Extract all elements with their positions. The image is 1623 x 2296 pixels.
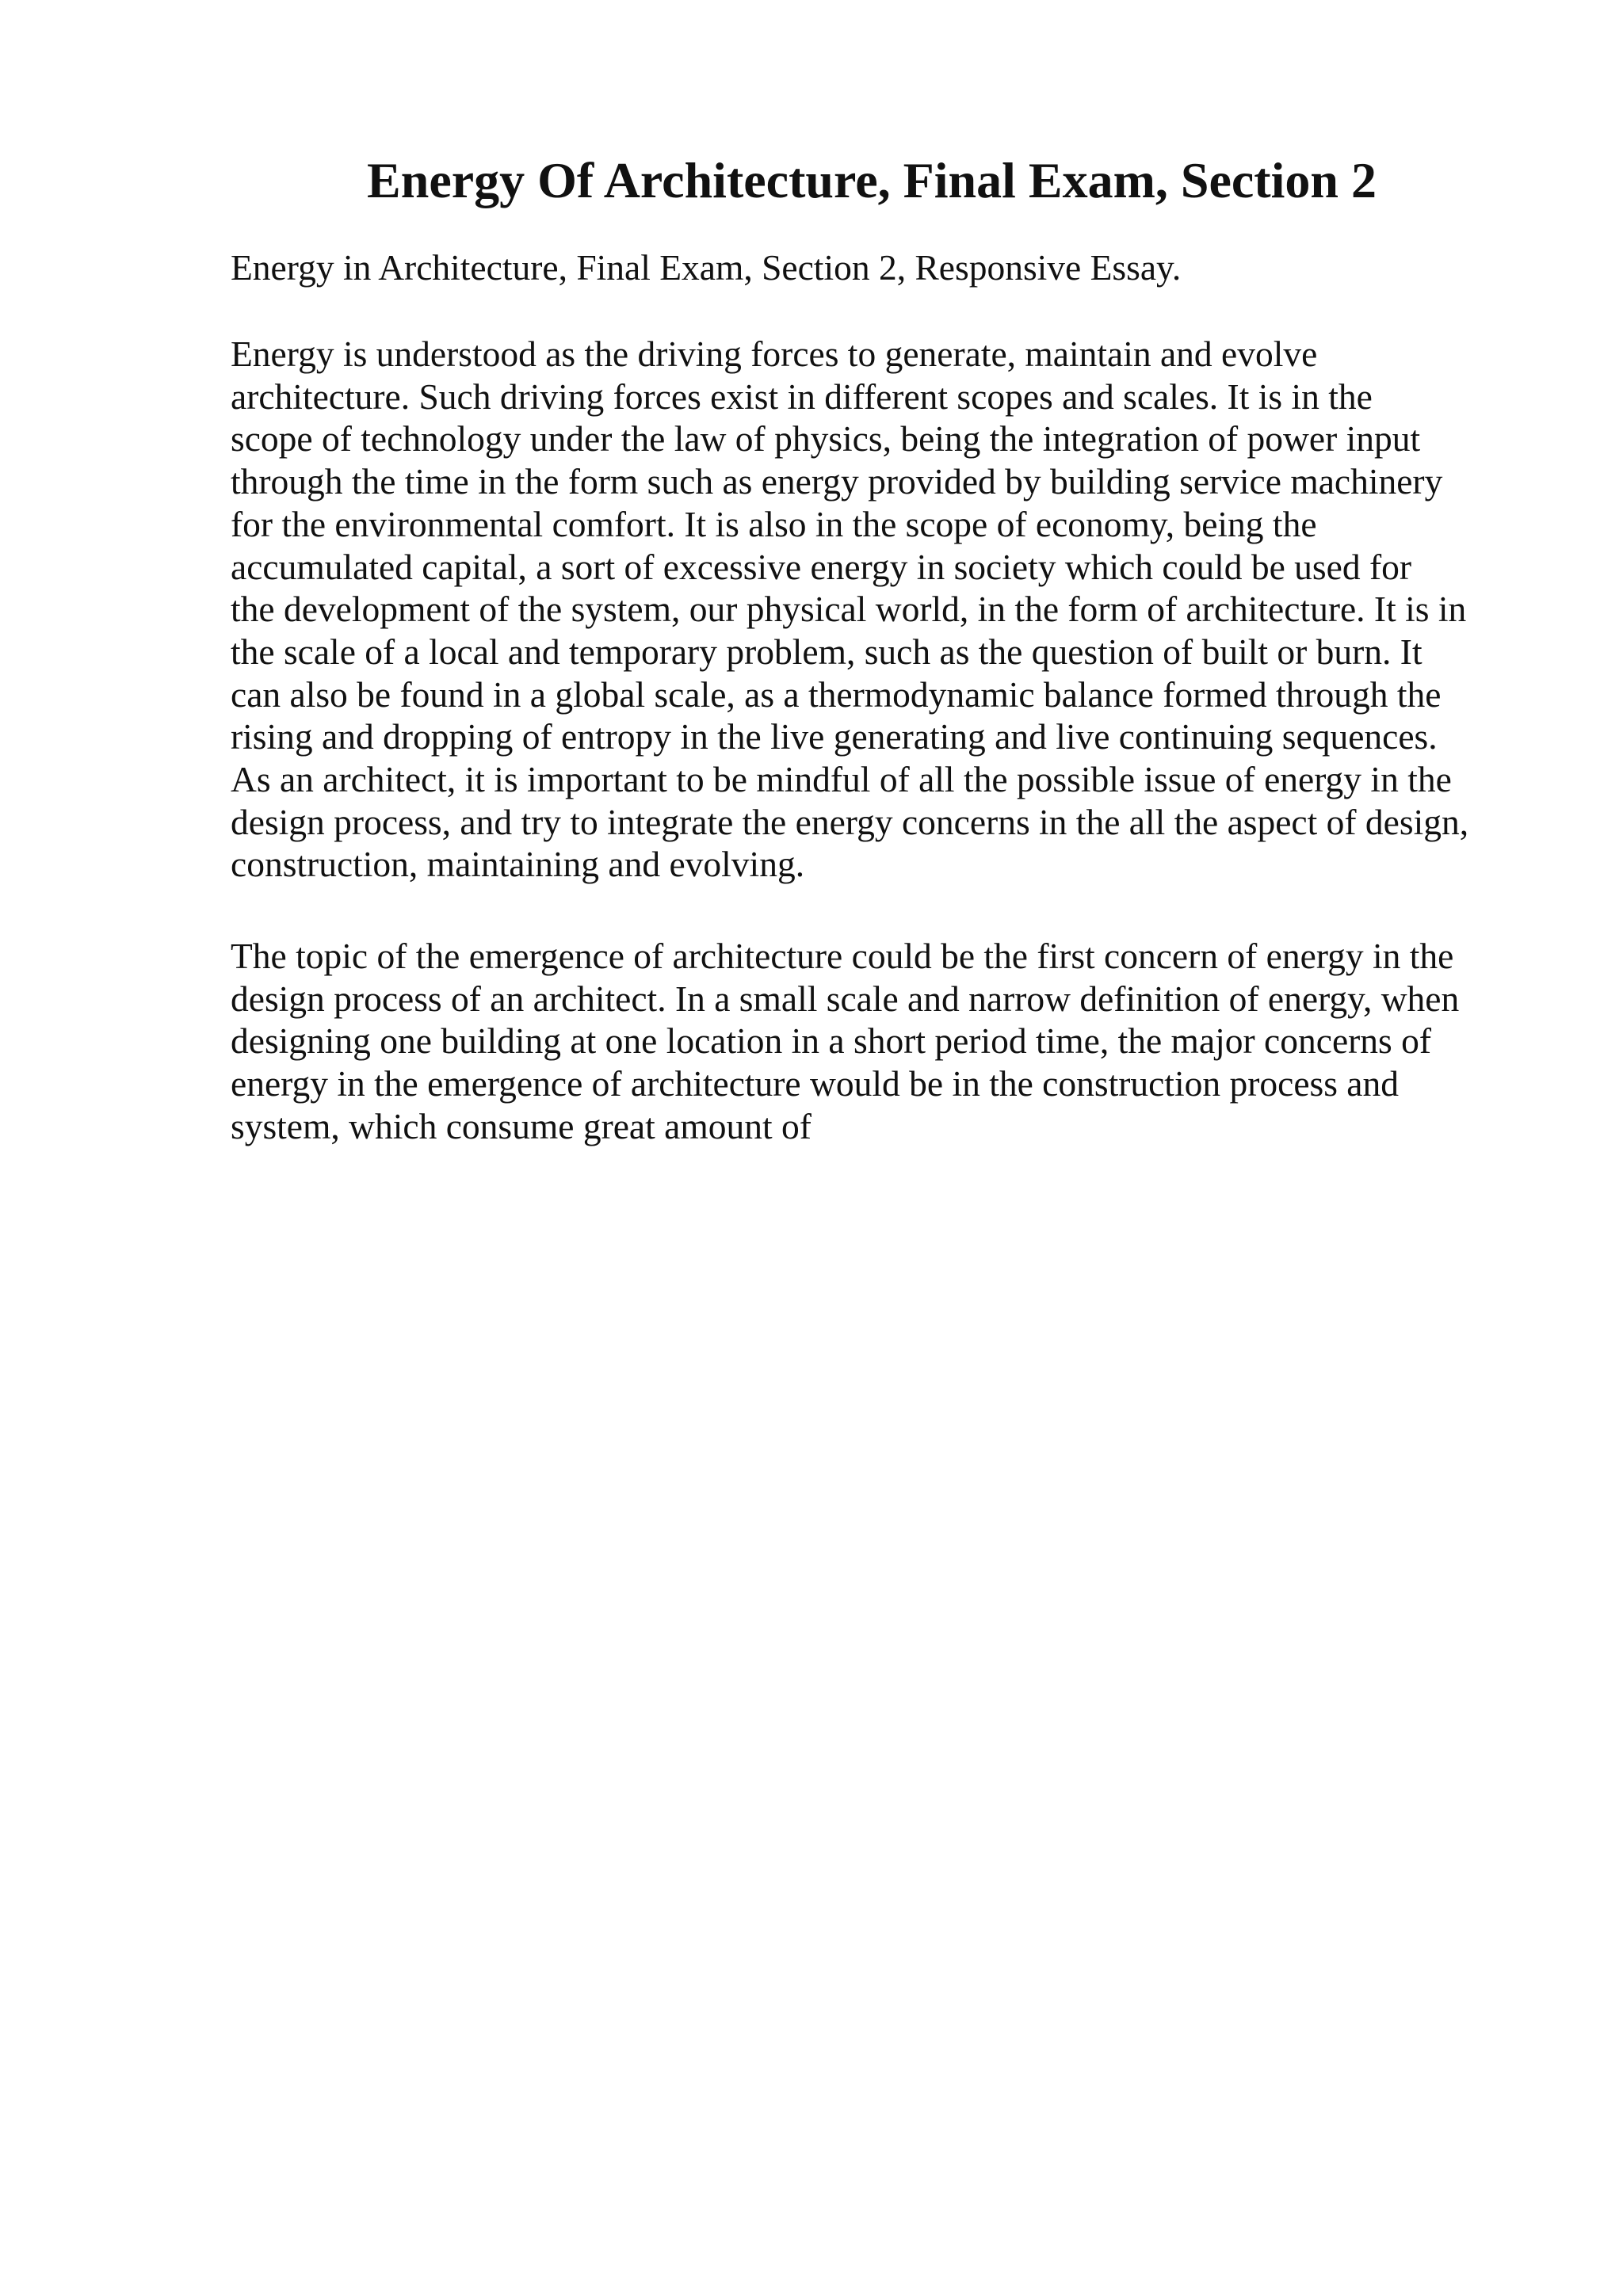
essay-paragraph-2 — [231, 935, 1610, 1148]
paragraph-line: designing one building at one location in a short period time, the major concerns of — [231, 1020, 1432, 1062]
document-title: Energy Of Architecture, Final Exam, Section 2 — [367, 152, 1377, 208]
paragraph-line: the development of the system, our physical world, in the form of architecture. It is in — [231, 589, 1467, 630]
document-subtitle: Energy in Architecture, Final Exam, Section 2, Responsive Essay. — [231, 247, 1182, 288]
paragraph-line: The topic of the emergence of architecture could be the first concern of energy in the — [231, 936, 1454, 976]
paragraph-line: rising and dropping of entropy in the live generating and live continuing sequences. — [231, 716, 1438, 757]
paragraph-line: accumulated capital, a sort of excessive energy in society which could be used for — [231, 546, 1412, 587]
paragraph-line: design process, and try to integrate the energy concerns in the all the aspect of design, — [231, 801, 1469, 842]
paragraph-line: architecture. Such driving forces exist in different scopes and scales. It is in the — [231, 376, 1373, 417]
paragraph-line: energy in the emergence of architecture would be in the construction process and — [231, 1063, 1399, 1104]
paragraph-line: through the time in the form such as energy provided by building service machinery — [231, 461, 1443, 502]
paragraph-line: the scale of a local and temporary problem, such as the question of built or burn. It — [231, 631, 1423, 672]
paragraph-line: for the environmental comfort. It is also in the scope of economy, being the — [231, 503, 1317, 544]
paragraph-line: scope of technology under the law of physics, being the integration of power input — [231, 418, 1421, 460]
paragraph-line: system, which consume great amount of — [231, 1105, 812, 1146]
essay-paragraph-1 — [231, 333, 1610, 886]
paragraph-line: design process of an architect. In a small scale and narrow definition of energy, when — [231, 978, 1460, 1019]
paragraph-line: construction, maintaining and evolving. — [231, 844, 805, 885]
paragraph-line: Energy is understood as the driving forces to generate, maintain and evolve — [231, 334, 1318, 374]
paragraph-line: As an architect, it is important to be mindful of all the possible issue of energy in the — [231, 759, 1452, 800]
paragraph-line: can also be found in a global scale, as a thermodynamic balance formed through the — [231, 673, 1442, 715]
